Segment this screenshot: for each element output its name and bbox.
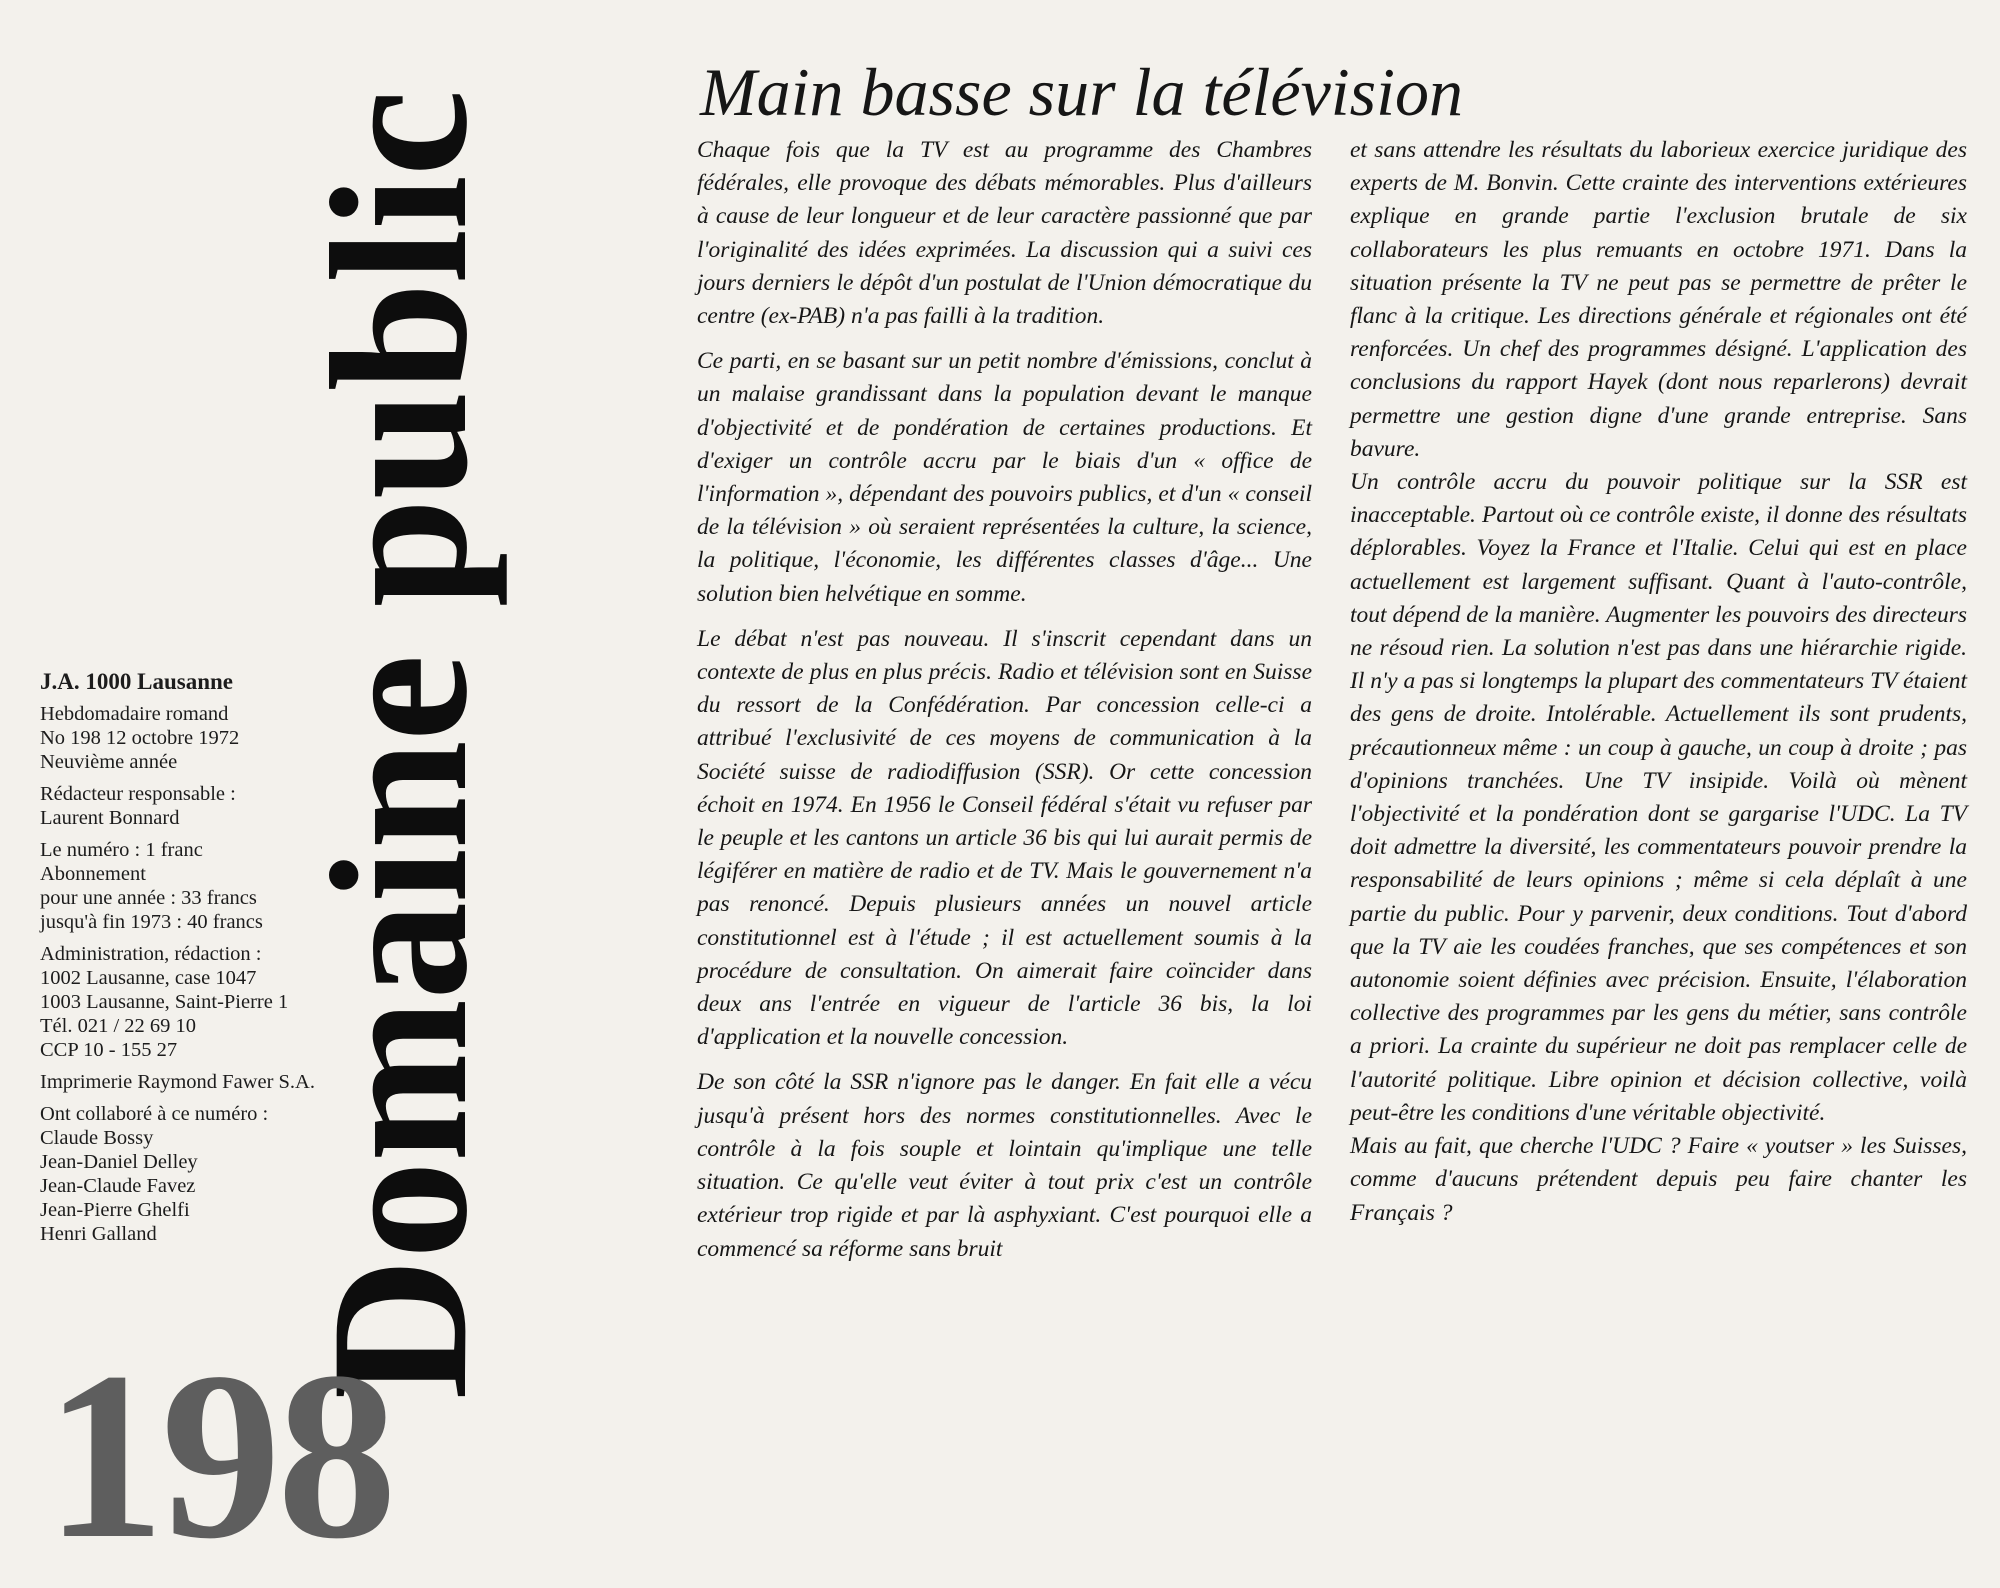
phone-line: Tél. 021 / 22 69 10 <box>40 1015 197 1037</box>
info-line: 1003 Lausanne, Saint-Pierre 1 <box>40 991 289 1013</box>
info-line: Rédacteur responsable : <box>40 783 236 805</box>
article-paragraph: Mais au fait, que cherche l'UDC ? Faire « youtser » les Suisses, comme d'aucuns prétendent depuis peu faire chanter les Français ? <box>1350 1133 1967 1226</box>
editor-name: Laurent Bonnard <box>40 807 180 829</box>
info-line: Ont collaboré à ce numéro : <box>40 1103 269 1125</box>
editor-info <box>40 782 420 830</box>
printer-info <box>40 1070 420 1094</box>
article-paragraph: et sans attendre les résultats du laborieux exercice juridique des experts de M. Bonvin. Cette crainte des interventions extérieures explique en grande partie l'exclusion brutale de six collaborateurs les plus remuants en octobre 1971. Dans la situation présente la TV ne peut pas se permettre de prêter le flanc à la critique. Les directions générale et régionales ont été renforcées. Un chef des programmes désigné. L'application des conclusions du rapport Hayek (dont nous reparlerons) devrait permettre une gestion digne d'une grande entreprise. Sans bavure. <box>1350 137 1967 462</box>
contributor-name: Henri Galland <box>40 1223 157 1245</box>
publication-info <box>40 670 420 1254</box>
contributor-name: Jean-Daniel Delley <box>40 1151 198 1173</box>
info-line: jusqu'à fin 1973 : 40 francs <box>40 911 263 933</box>
info-line: Abonnement <box>40 863 146 885</box>
info-line: Le numéro : 1 franc <box>40 839 203 861</box>
info-line: 1002 Lausanne, case 1047 <box>40 967 257 989</box>
info-line: Neuvième année <box>40 751 178 773</box>
article-headline: Main basse sur la télévision <box>700 54 1464 130</box>
article-paragraph: Chaque fois que la TV est au programme des Chambres fédérales, elle provoque des débats mémorables. Plus d'ailleurs à cause de leur longueur et de leur caractère passionné que par l'originalité des idées exprimées. La discussion qui a suivi ces jours derniers le dépôt d'un postulat de l'Union démocratique du centre (ex-PAB) n'a pas failli à la tradition. <box>697 137 1312 330</box>
info-line: pour une année : 33 francs <box>40 887 257 909</box>
publication-details <box>40 702 420 774</box>
address-info <box>40 942 420 1062</box>
info-line: Imprimerie Raymond Fawer S.A. <box>40 1071 315 1093</box>
issue-number: 198 <box>45 1322 393 1588</box>
pricing-info <box>40 838 420 934</box>
article-paragraph: Le débat n'est pas nouveau. Il s'inscrit cependant dans un contexte de plus en plus précis. Radio et télévision sont en Suisse du ressort de la Confédération. Par concession celle-ci a attribué l'exclusivité de ces moyens de communication à la Société suisse de radiodiffusion (SSR). Or cette concession échoit en 1974. En 1956 le Conseil fédéral s'était vu refuser par le peuple et les cantons un article 36 bis qui lui aurait permis de légiférer en matière de radio et de TV. Mais le gouvernement n'a pas renoncé. Depuis plusieurs années un nouvel article constitutionnel est à l'étude ; il est actuellement soumis à la procédure de consultation. On aimerait faire coïncider dans deux ans l'entrée en vigueur de l'article 36 bis, la loi d'application et la nouvelle concession. <box>697 625 1312 1051</box>
contributor-name: Jean-Pierre Ghelfi <box>40 1199 190 1221</box>
contributor-name: Jean-Claude Favez <box>40 1175 196 1197</box>
contributors-list <box>40 1102 420 1246</box>
masthead-title: Domaine public <box>291 90 508 1400</box>
issue-date-line: No 198 12 octobre 1972 <box>40 727 240 749</box>
contributor-name: Claude Bossy <box>40 1127 154 1149</box>
ccp-line: CCP 10 - 155 27 <box>40 1039 178 1061</box>
article-paragraph: De son côté la SSR n'ignore pas le danger. En fait elle a vécu jusqu'à présent hors des normes constitutionnelles. Avec le contrôle à la fois souple et lointain qu'implique une telle situation. Ce qu'elle veut éviter à tout prix c'est un contrôle extérieur trop rigide et par là asphyxiant. C'est pourquoi elle a commencé sa réforme sans bruit <box>697 1069 1312 1262</box>
article-paragraph: Un contrôle accru du pouvoir politique sur la SSR est inacceptable. Partout où ce contrôle existe, il donne des résultats déplorables. Voyez la France et l'Italie. Celui qui est en place actuellement est largement suffisant. Quant à l'auto-contrôle, tout dépend de la manière. Augmenter les pouvoirs des directeurs ne résoud rien. La solution n'est pas dans une hiérarchie rigide. Il n'y a pas si longtemps la plupart des commentateurs TV étaient des gens de droite. Intolérable. Actuellement ils sont prudents, précautionneux même : un coup à gauche, un coup à droite ; pas d'opinions tranchées. Une TV insipide. Voilà où mènent l'objectivité et la pondération dont se gargarise l'UDC. La TV doit admettre la diversité, les commentateurs pouvoir prendre la responsabilité de leurs opinions ; même si cela déplaît à une partie du public. Pour y parvenir, deux conditions. Tout d'abord que la TV aie les coudées franches, que ses compétences et son autonomie soient définies avec précision. Ensuite, l'élaboration collective des programmes par les gens du métier, sans contrôle a priori. La crainte du supérieur ne doit pas remplacer celle de l'autorité politique. Libre opinion et décision collective, voilà peut-être les conditions d'une véritable objectivité. <box>1350 469 1967 1126</box>
article-column-1 <box>697 134 1312 1278</box>
article-column-2 <box>1350 134 1967 1230</box>
article-paragraph: Ce parti, en se basant sur un petit nombre d'émissions, conclut à un malaise grandissant dans la population devant le manque d'objectivité et de pondération de certaines productions. Et d'exiger un contrôle accru par le biais d'un « office de l'information », dépendant des pouvoirs publics, et d'un « conseil de la télévision » où seraient représentées la culture, la science, la politique, l'économie, les différentes classes d'âge... Une solution bien helvétique en somme. <box>697 348 1312 607</box>
mailing-header: J.A. 1000 Lausanne <box>40 669 233 694</box>
info-line: Hebdomadaire romand <box>40 703 229 725</box>
info-line: Administration, rédaction : <box>40 943 262 965</box>
